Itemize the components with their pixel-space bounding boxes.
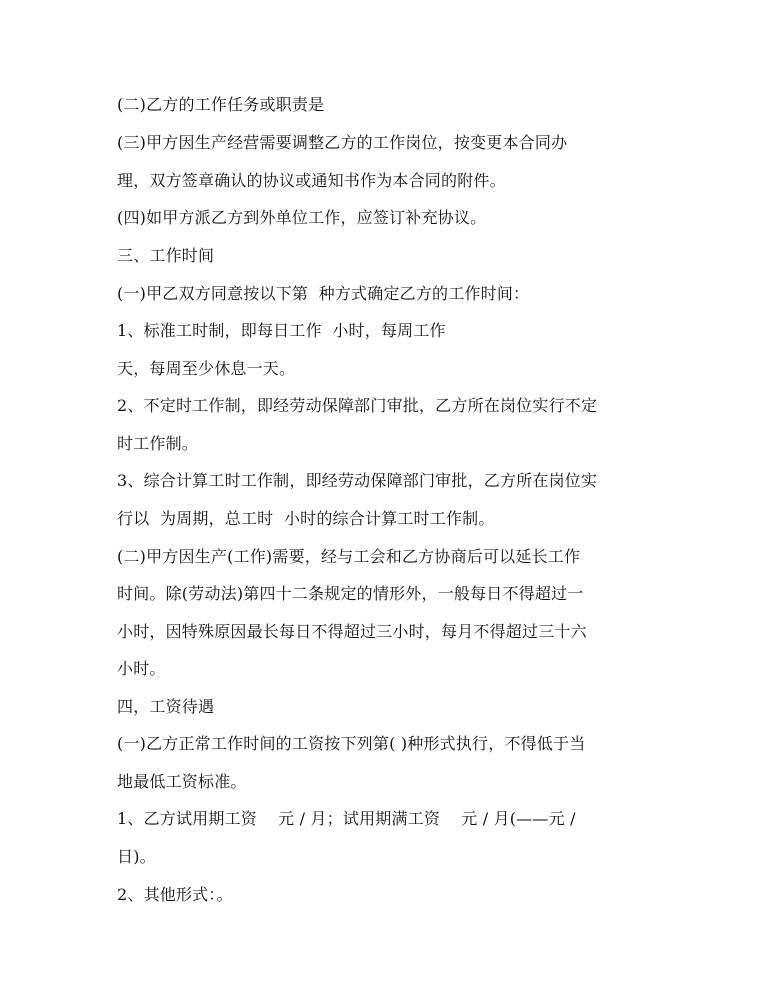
section-heading: 四，工资待遇	[117, 697, 215, 716]
text-line: 3、综合计算工时工作制，即经劳动保障部门审批，乙方所在岗位实	[117, 471, 598, 490]
text-line: 地最低工资标准。	[117, 772, 247, 791]
text-line: 理，双方签章确认的协议或通知书作为本合同的附件。	[117, 171, 506, 190]
text-line: (二)乙方的工作任务或职责是	[117, 95, 325, 114]
text-line: 行以 为周期，总工时 小时的综合计算工时工作制。	[117, 509, 495, 528]
text-line: 小时，因特殊原因最长每日不得超过三小时，每月不得超过三十六	[117, 622, 587, 641]
text-line: 1、乙方试用期工资 元 / 月；试用期满工资 元 / 月(——元 /	[117, 809, 576, 828]
text-line: 2、其他形式：。	[117, 885, 233, 904]
text-line: 小时。	[117, 659, 166, 678]
text-line: 日)。	[117, 847, 156, 866]
text-line: (四)如甲方派乙方到外单位工作，应签订补充协议。	[117, 208, 487, 227]
text-line: 时间。除(劳动法)第四十二条规定的情形外，一般每日不得超过一	[117, 584, 584, 603]
text-line: 2、不定时工作制，即经劳动保障部门审批，乙方所在岗位实行不定	[117, 396, 598, 415]
section-heading: 三、工作时间	[117, 246, 215, 265]
text-line: 1、标准工时制，即每日工作 小时，每周工作	[117, 321, 446, 340]
text-line: (一)甲乙双方同意按以下第 种方式确定乙方的工作时间：	[117, 284, 530, 303]
text-line: (一)乙方正常工作时间的工资按下列第( )种形式执行，不得低于当	[117, 734, 586, 753]
text-line: (三)甲方因生产经营需要调整乙方的工作岗位，按变更本合同办	[117, 133, 568, 152]
text-line: 时工作制。	[117, 434, 199, 453]
text-line: (二)甲方因生产(工作)需要，经与工会和乙方协商后可以延长工作	[117, 547, 581, 566]
text-line: 天，每周至少休息一天。	[117, 359, 296, 378]
